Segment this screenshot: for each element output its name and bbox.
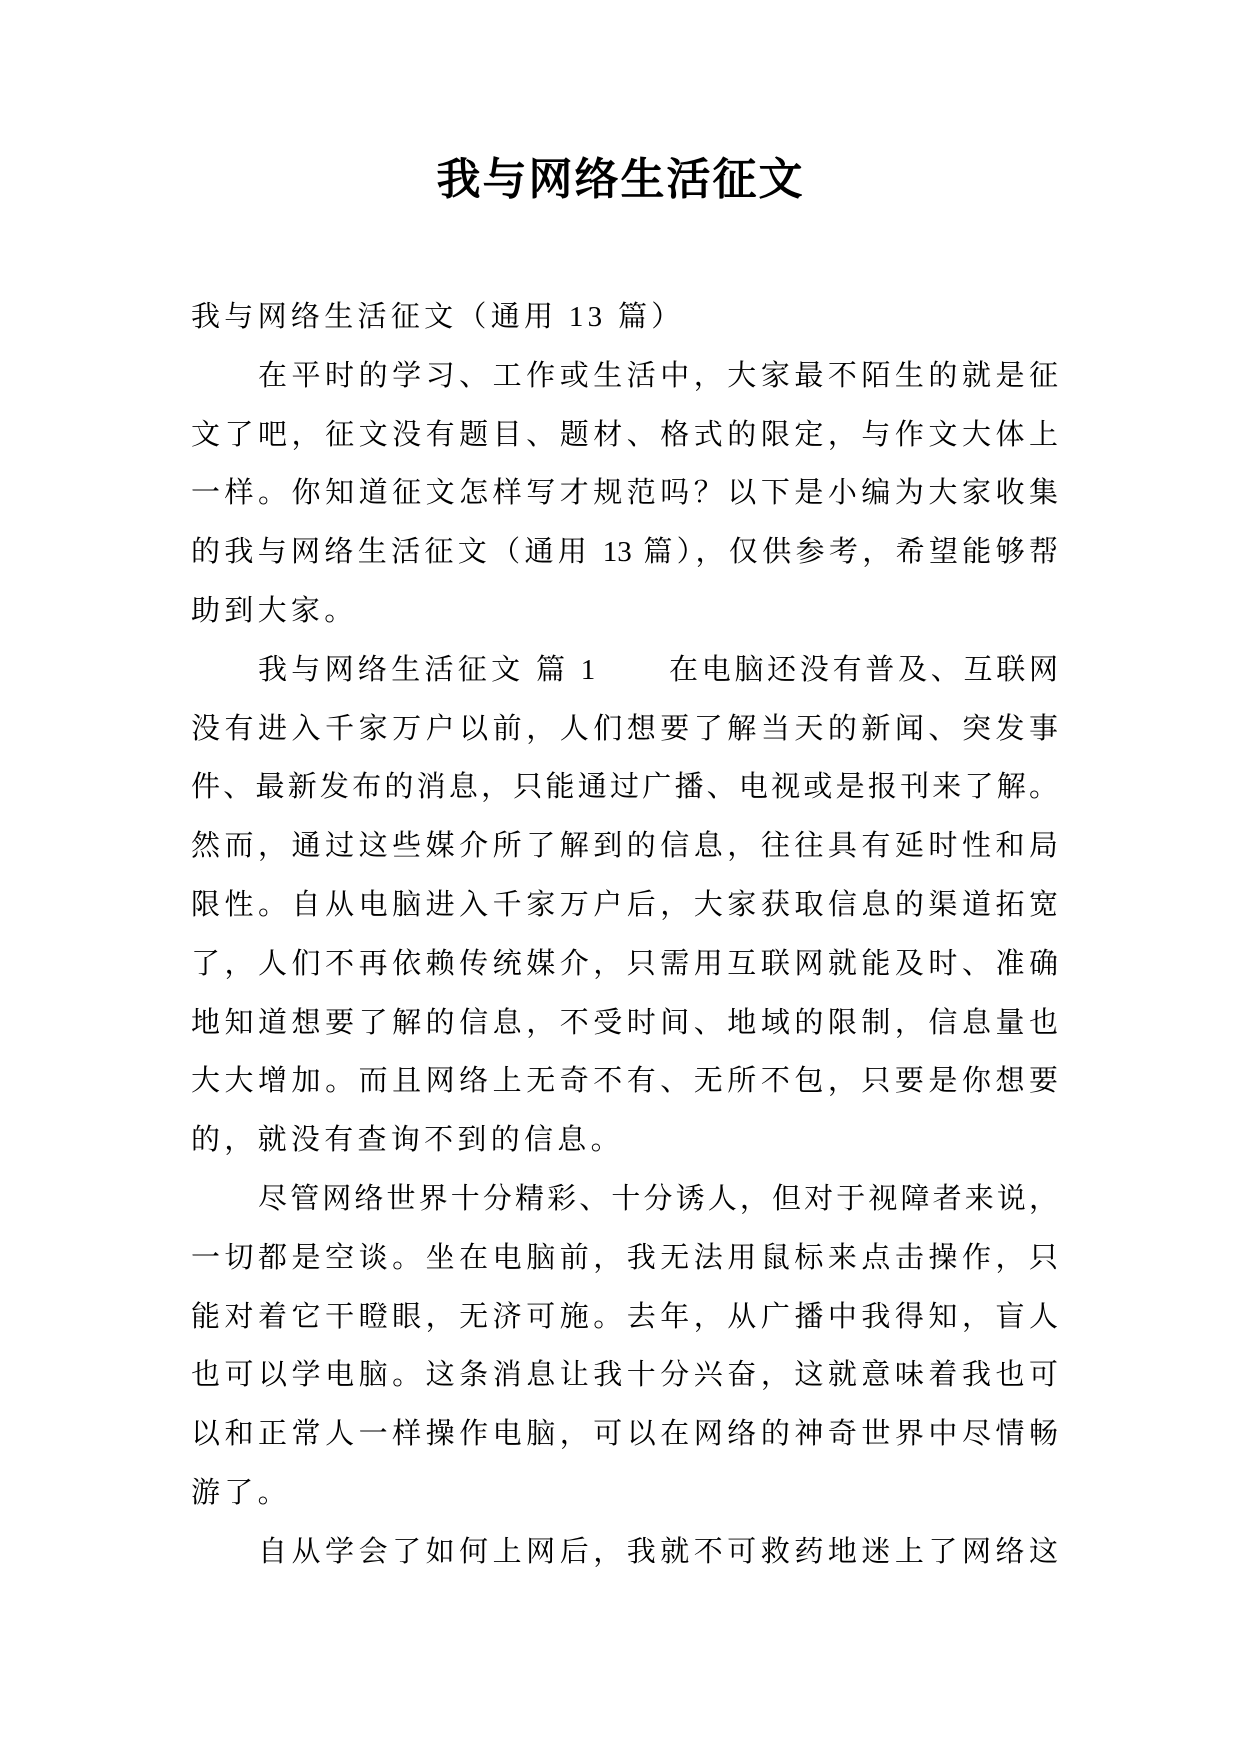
paragraph-line: 也可以学电脑。这条消息让我十分兴奋，这就意味着我也可 [191,1359,1058,1392]
paragraph [191,1170,1058,1523]
paragraph-line: 没有进入千家万户以前，人们想要了解当天的新闻、突发事 [191,712,1058,745]
paragraph-line: 文了吧，征文没有题目、题材、格式的限定，与作文大体上 [191,418,1058,451]
paragraph [191,347,1058,641]
document-subtitle: 我与网络生活征文（通用 13 篇） [191,301,685,333]
paragraph-line: 一切都是空谈。坐在电脑前，我无法用鼠标来点击操作，只 [191,1241,1058,1274]
paragraph-line: 大大增加。而且网络上无奇不有、无所不包，只要是你想要 [191,1065,1058,1098]
paragraph-line: 以和正常人一样操作电脑，可以在网络的神奇世界中尽情畅 [191,1418,1058,1451]
paragraph-line: 在平时的学习、工作或生活中，大家最不陌生的就是征 [258,359,1058,392]
paragraph-line: 能对着它干瞪眼，无济可施。去年，从广播中我得知，盲人 [191,1300,1058,1333]
section-heading: 我与网络生活征文 篇 1 [258,653,600,686]
paragraph-line: 助到大家。 [191,594,358,627]
paragraph-line: 然而，通过这些媒介所了解到的信息，往往具有延时性和局 [191,830,1058,863]
paragraph-line: 自从学会了如何上网后，我就不可救药地迷上了网络这 [258,1535,1058,1568]
document-body [191,288,1058,1582]
paragraph-line [191,641,1058,700]
paragraph-line: 的我与网络生活征文（通用 13 篇），仅供参考，希望能够帮 [191,536,1058,569]
paragraph-line-text: 在电脑还没有普及、互联网 [669,653,1058,686]
paragraph-line: 游了。 [191,1476,291,1509]
paragraph-line: 一样。你知道征文怎样写才规范吗？以下是小编为大家收集 [191,477,1058,510]
paragraph-line: 件、最新发布的消息，只能通过广播、电视或是报刊来了解。 [191,771,1058,804]
paragraph-line: 了，人们不再依赖传统媒介，只需用互联网就能及时、准确 [191,947,1058,980]
paragraph-line: 地知道想要了解的信息，不受时间、地域的限制，信息量也 [191,1006,1058,1039]
paragraph [191,1523,1058,1582]
paragraph-line: 限性。自从电脑进入千家万户后，大家获取信息的渠道拓宽 [191,888,1058,921]
paragraph-line: 尽管网络世界十分精彩、十分诱人，但对于视障者来说， [258,1182,1058,1215]
document-title: 我与网络生活征文 [436,155,805,204]
paragraph [191,641,1058,1170]
paragraph-line: 的，就没有查询不到的信息。 [191,1124,624,1157]
